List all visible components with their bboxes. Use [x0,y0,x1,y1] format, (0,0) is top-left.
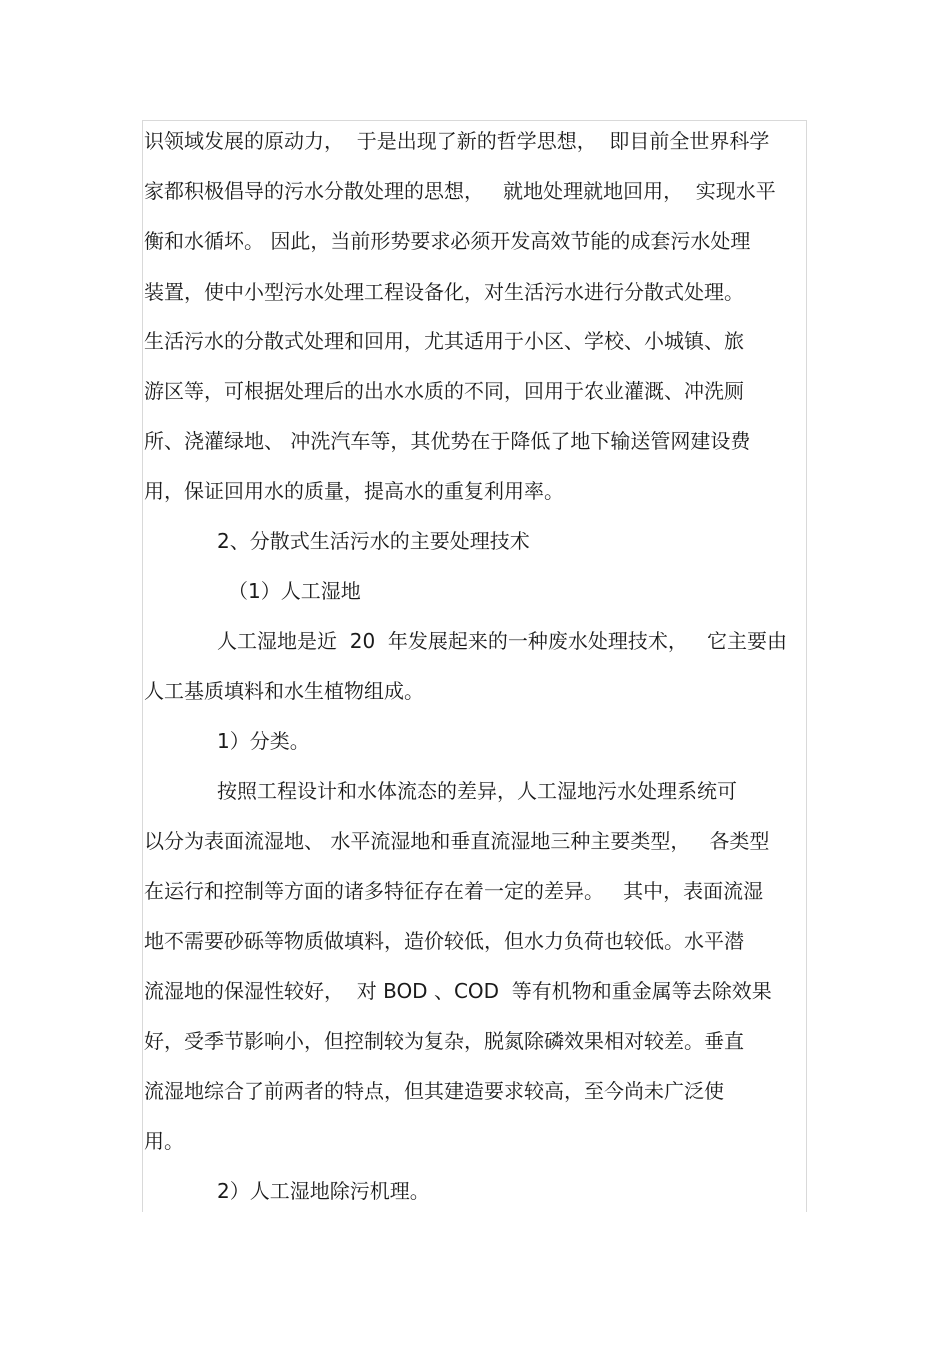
text-line: 人工基质填料和水生植物组成。 [144,679,424,703]
text-line: 生活污水的分散式处理和回用，尤其适用于小区、学校、小城镇、旅 [144,329,744,353]
text-line: 地不需要砂砾等物质做填料，造价较低，但水力负荷也较低。水平潜 [144,929,744,953]
text-line: 衡和水循坏。 因此，当前形势要求必须开发高效节能的成套污水处理 [144,229,751,253]
text-line: 流湿地的保湿性较好， 对 BOD 、COD 等有机物和重金属等去除效果 [144,979,772,1003]
text-line: 游区等，可根据处理后的出水水质的不同，回用于农业灌溉、冲洗厕 [144,379,744,403]
text-line: 流湿地综合了前两者的特点，但其建造要求较高，至今尚未广泛使 [144,1079,724,1103]
page-border-top [142,120,807,121]
text-line: 用，保证回用水的质量，提高水的重复利用率。 [144,479,564,503]
item-heading: 2）人工湿地除污机理。 [217,1179,430,1203]
page-border-right [806,120,807,1212]
text-line: 用。 [144,1129,184,1153]
page-border-left [142,120,143,1212]
text-line: 所、浇灌绿地、 冲洗汽车等，其优势在于降低了地下输送管网建设费 [144,429,751,453]
text-line: 人工湿地是近 20 年发展起来的一种废水处理技术， 它主要由 [217,629,787,653]
text-line: 识领域发展的原动力， 于是出现了新的哲学思想， 即目前全世界科学 [144,129,770,153]
text-line: 装置，使中小型污水处理工程设备化，对生活污水进行分散式处理。 [144,280,744,304]
text-line: 按照工程设计和水体流态的差异，人工湿地污水处理系统可 [217,779,737,803]
text-line: 以分为表面流湿地、 水平流湿地和垂直流湿地三种主要类型， 各类型 [144,829,770,853]
text-line: 在运行和控制等方面的诸多特征存在着一定的差异。 其中，表面流湿 [144,879,764,903]
item-heading: 1）分类。 [217,729,310,753]
subsection-heading: （1）人工湿地 [228,579,361,603]
section-heading: 2、分散式生活污水的主要处理技术 [217,529,530,553]
text-line: 好，受季节影响小，但控制较为复杂，脱氮除磷效果相对较差。垂直 [144,1029,744,1053]
text-line: 家都积极倡导的污水分散处理的思想， 就地处理就地回用， 实现水平 [144,179,776,203]
